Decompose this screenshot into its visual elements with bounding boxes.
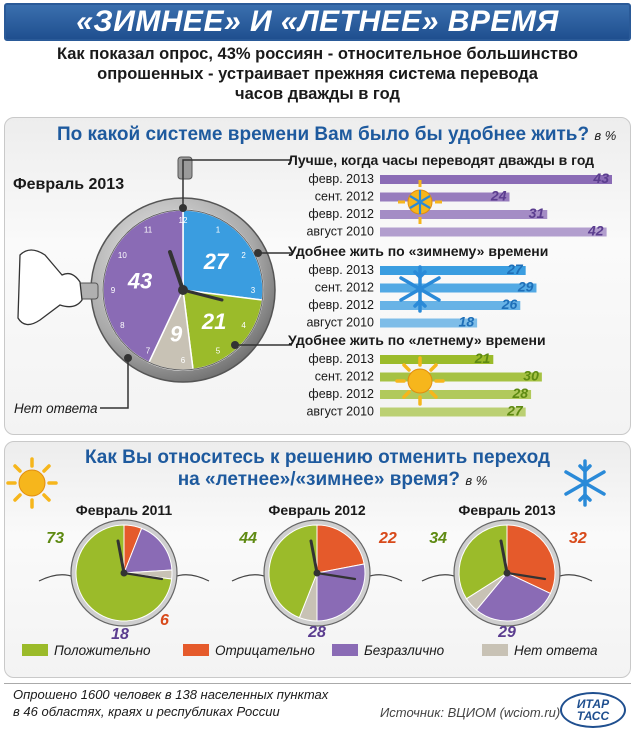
bar-0-2 — [380, 210, 547, 219]
small-pie-label-2-1: 32 — [569, 530, 587, 547]
page-title: «ЗИМНЕЕ» И «ЛЕТНЕЕ» ВРЕМЯ — [76, 5, 559, 38]
bar-1-1 — [380, 284, 536, 293]
bar-1-2 — [380, 301, 520, 310]
logo-line2: ТАСС — [576, 709, 610, 723]
big-pie-label-1: 27 — [203, 248, 229, 274]
bar-chart — [288, 152, 612, 419]
sun-icon-left — [8, 459, 56, 507]
section2-question-line2: на «летнее»/«зимнее» время? в % — [177, 469, 488, 490]
bar-value-2-2: 28 — [512, 385, 529, 401]
bar-value-1-0: 27 — [507, 261, 523, 277]
clock-tick: 7 — [145, 346, 151, 356]
small-pie-label-0-2: 18 — [111, 626, 129, 643]
small-clock-title-1: Февраль 2012 — [268, 502, 366, 518]
legend-label-1: Отрицательно — [215, 643, 315, 658]
clock-tick: 11 — [143, 225, 153, 235]
holding-hand-left — [232, 575, 267, 581]
bar-0-0 — [380, 175, 612, 184]
bar-value-1-1: 29 — [517, 278, 534, 295]
source-text: Источник: ВЦИОМ (wciom.ru) — [380, 705, 561, 720]
small-pie-label-2-0: 34 — [429, 530, 447, 547]
hand-illustration — [18, 250, 98, 325]
big-pie-label-0: 43 — [127, 268, 153, 294]
clock-tick: 5 — [215, 346, 221, 356]
holding-hand-right — [557, 575, 592, 581]
no-answer-label: Нет ответа — [14, 401, 98, 416]
small-clock-title-2: Февраль 2013 — [458, 502, 556, 518]
footer-note — [13, 686, 328, 720]
legend-label-3: Нет ответа — [514, 643, 598, 658]
footer-note-line2: в 46 областях, краях и республиках России — [13, 704, 280, 719]
clock-tick: 2 — [241, 251, 246, 260]
small-pie-label-0-1: 6 — [160, 612, 169, 629]
holding-hand-right — [367, 575, 402, 581]
section1-unit: в % — [594, 128, 617, 143]
big-pie-label-2: 21 — [201, 309, 227, 335]
section1-question: По какой системе времени Вам было бы удобнее жить? в % — [57, 124, 617, 145]
bar-category-label: февр. 2013 — [308, 172, 374, 186]
legend-swatch-1 — [183, 644, 209, 656]
bar-value-0-1: 24 — [490, 187, 507, 204]
small-pie-label-1-1: 22 — [379, 530, 397, 547]
legend-swatch-2 — [332, 644, 358, 656]
clock-tick: 8 — [120, 321, 125, 330]
bar-category-label: февр. 2012 — [308, 298, 374, 312]
bar-2-3 — [380, 408, 526, 417]
bar-category-label: февр. 2012 — [308, 387, 374, 401]
small-pie-label-1-2: 28 — [308, 624, 326, 641]
bar-category-label: август 2010 — [306, 404, 374, 419]
bar-value-1-2: 26 — [501, 296, 518, 312]
legend — [22, 643, 598, 658]
bar-category-label: февр. 2013 — [308, 263, 374, 277]
small-clocks — [39, 502, 592, 643]
lead-line-1: Как показал опрос, 43% россиян - относительное большинство — [56, 45, 579, 63]
bar-value-1-3: 18 — [458, 313, 475, 330]
legend-label-2: Безразлично — [364, 643, 445, 658]
bar-0-3 — [380, 228, 607, 237]
sun-icon — [397, 358, 443, 404]
series-title-0: Лучше, когда часы переводят дважды в год — [288, 152, 595, 168]
bar-1-0 — [380, 266, 526, 275]
holding-hand-left — [422, 575, 457, 581]
itar-tass-logo — [560, 692, 626, 728]
series-title-2: Удобнее жить по «летнему» времени — [288, 332, 546, 348]
clock-center — [178, 285, 188, 295]
bar-value-2-3: 27 — [507, 402, 523, 419]
bar-category-label: февр. 2013 — [308, 352, 374, 366]
bar-category-label: сент. 2012 — [314, 189, 374, 204]
callout-no-answer — [100, 358, 128, 408]
small-clock-title-0: Февраль 2011 — [75, 502, 173, 518]
legend-swatch-0 — [22, 644, 48, 656]
bar-value-2-1: 30 — [523, 367, 539, 384]
clock-tick: 6 — [180, 356, 186, 365]
hand-icon — [18, 250, 82, 325]
clock-tick: 12 — [178, 216, 188, 225]
bar-value-0-0: 43 — [593, 170, 609, 186]
footer-note-line1: Опрошено 1600 человек в 138 населенных пунктах — [13, 687, 329, 702]
logo-line1: ИТАР — [576, 697, 610, 711]
bar-category-label: сент. 2012 — [314, 280, 374, 295]
footer-divider — [4, 683, 631, 684]
section2-question-line1: Как Вы относитесь к решению отменить переход — [84, 447, 551, 468]
bar-value-2-0: 21 — [474, 350, 491, 366]
clock-tick: 4 — [241, 321, 246, 330]
holding-hand-right — [174, 575, 209, 581]
small-pie-label-0-0: 73 — [46, 530, 64, 547]
bar-value-0-2: 31 — [528, 205, 545, 221]
clock-tick: 1 — [215, 225, 221, 235]
snowflake-icon-right — [566, 461, 604, 505]
series-title-1: Удобнее жить по «зимнему» времени — [288, 243, 549, 259]
bar-value-0-3: 42 — [588, 222, 604, 239]
big-pie-label-3: 9 — [169, 321, 183, 347]
small-pie-label-2-2: 29 — [498, 624, 516, 641]
clock-tick: 3 — [250, 286, 256, 295]
holding-hand-left — [39, 575, 74, 581]
bar-category-label: август 2010 — [306, 315, 374, 330]
legend-label-0: Положительно — [54, 643, 151, 658]
bar-category-label: февр. 2012 — [308, 207, 374, 221]
small-pie-slice-1-2 — [317, 564, 365, 621]
section2-unit: в % — [465, 473, 488, 488]
legend-swatch-3 — [482, 644, 508, 656]
clock-tick: 10 — [117, 251, 127, 260]
lead-line-2: опрошенных - устраивает прежняя система перевода — [97, 65, 538, 83]
bar-category-label: август 2010 — [306, 224, 374, 239]
lead-line-3: часов дважды в год — [235, 85, 400, 103]
bar-category-label: сент. 2012 — [314, 369, 374, 384]
clock-period-label: Февраль 2013 — [13, 176, 125, 193]
small-pie-label-1-0: 44 — [239, 530, 257, 547]
clock-tick: 9 — [110, 286, 116, 295]
